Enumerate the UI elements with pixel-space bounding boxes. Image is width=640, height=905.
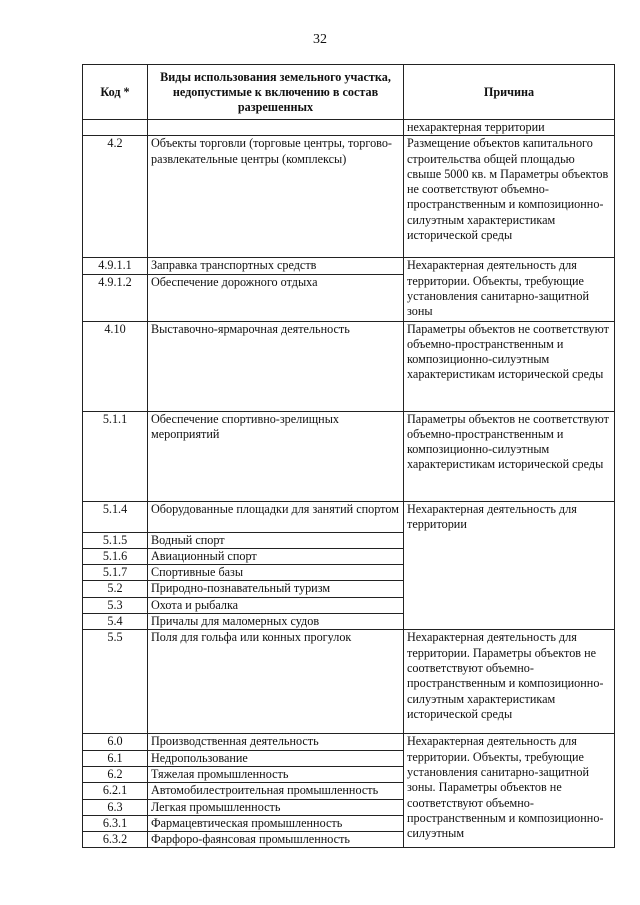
use-cell: Охота и рыбалка <box>148 597 404 613</box>
header-reason: Причина <box>404 65 615 120</box>
use-cell: Оборудованные площадки для занятий спортом <box>148 501 404 532</box>
code-cell: 5.1.1 <box>83 411 148 501</box>
use-cell: Автомобилестроительная промышленность <box>148 783 404 799</box>
code-cell: 4.9.1.2 <box>83 274 148 321</box>
use-cell: Природно-познавательный туризм <box>148 581 404 597</box>
use-cell: Водный спорт <box>148 532 404 548</box>
restrictions-table <box>82 64 615 848</box>
reason-cell: нехарактерная территории <box>404 120 615 136</box>
use-cell: Авиационный спорт <box>148 548 404 564</box>
use-cell: Фарфоро-фаянсовая промышленность <box>148 832 404 848</box>
code-cell: 5.5 <box>83 630 148 734</box>
table-row <box>83 321 615 411</box>
page-number: 32 <box>313 32 327 47</box>
use-cell: Обеспечение дорожного отдыха <box>148 274 404 321</box>
use-cell: Поля для гольфа или конных прогулок <box>148 630 404 734</box>
code-cell: 5.1.5 <box>83 532 148 548</box>
code-cell <box>83 120 148 136</box>
table-header-row <box>83 65 615 120</box>
code-cell: 6.2.1 <box>83 783 148 799</box>
code-cell: 5.1.4 <box>83 501 148 532</box>
use-cell: Производственная деятельность <box>148 734 404 750</box>
code-cell: 6.3 <box>83 799 148 815</box>
use-cell: Спортивные базы <box>148 565 404 581</box>
reason-cell: Нехарактерная деятельность для территории <box>404 501 615 630</box>
use-cell: Объекты торговли (торговые центры, торгово-развлекательные центры (комплексы) <box>148 136 404 258</box>
code-cell: 6.0 <box>83 734 148 750</box>
table-row <box>83 411 615 501</box>
reason-cell: Нехарактерная деятельность для территории. Объекты, требующие установления санитарно-защитной зоны. Параметры объектов не соответствуют объемно-пространственным и композиционно-силуэтным <box>404 734 615 848</box>
use-cell: Тяжелая промышленность <box>148 766 404 782</box>
code-cell: 5.1.7 <box>83 565 148 581</box>
use-cell: Недропользование <box>148 750 404 766</box>
code-cell: 5.1.6 <box>83 548 148 564</box>
code-cell: 4.2 <box>83 136 148 258</box>
use-cell: Заправка транспортных средств <box>148 258 404 274</box>
code-cell: 6.1 <box>83 750 148 766</box>
table-row <box>83 734 615 750</box>
code-cell: 6.2 <box>83 766 148 782</box>
reason-cell: Размещение объектов капитального строительства общей площадью свыше 5000 кв. м Параметры объектов не соответствуют объемно-пространственным и композиционно-силуэтным характеристикам исторической среды <box>404 136 615 258</box>
use-cell: Обеспечение спортивно-зрелищных мероприятий <box>148 411 404 501</box>
code-cell: 6.3.1 <box>83 815 148 831</box>
code-cell: 6.3.2 <box>83 832 148 848</box>
reason-cell: Параметры объектов не соответствуют объемно-пространственным и композиционно-силуэтным характеристикам исторической среды <box>404 411 615 501</box>
header-use: Виды использования земельного участка, недопустимые к включению в состав разрешенных <box>148 65 404 120</box>
code-cell: 4.10 <box>83 321 148 411</box>
reason-cell: Параметры объектов не соответствуют объемно-пространственным и композиционно-силуэтным характеристикам исторической среды <box>404 321 615 411</box>
header-code: Код * <box>83 65 148 120</box>
use-cell: Выставочно-ярмарочная деятельность <box>148 321 404 411</box>
use-cell <box>148 120 404 136</box>
code-cell: 5.3 <box>83 597 148 613</box>
use-cell: Легкая промышленность <box>148 799 404 815</box>
table-row <box>83 501 615 532</box>
table-row <box>83 258 615 274</box>
use-cell: Причалы для маломерных судов <box>148 614 404 630</box>
code-cell: 5.4 <box>83 614 148 630</box>
use-cell: Фармацевтическая промышленность <box>148 815 404 831</box>
table-row-continuation <box>83 120 615 136</box>
table-row <box>83 630 615 734</box>
code-cell: 4.9.1.1 <box>83 258 148 274</box>
code-cell: 5.2 <box>83 581 148 597</box>
reason-cell: Нехарактерная деятельность для территории. Параметры объектов не соответствуют объемно-пространственным и композиционно-силуэтным характеристикам исторической среды <box>404 630 615 734</box>
reason-cell: Нехарактерная деятельность для территории. Объекты, требующие установления санитарно-защитной зоны <box>404 258 615 321</box>
table-row <box>83 136 615 258</box>
